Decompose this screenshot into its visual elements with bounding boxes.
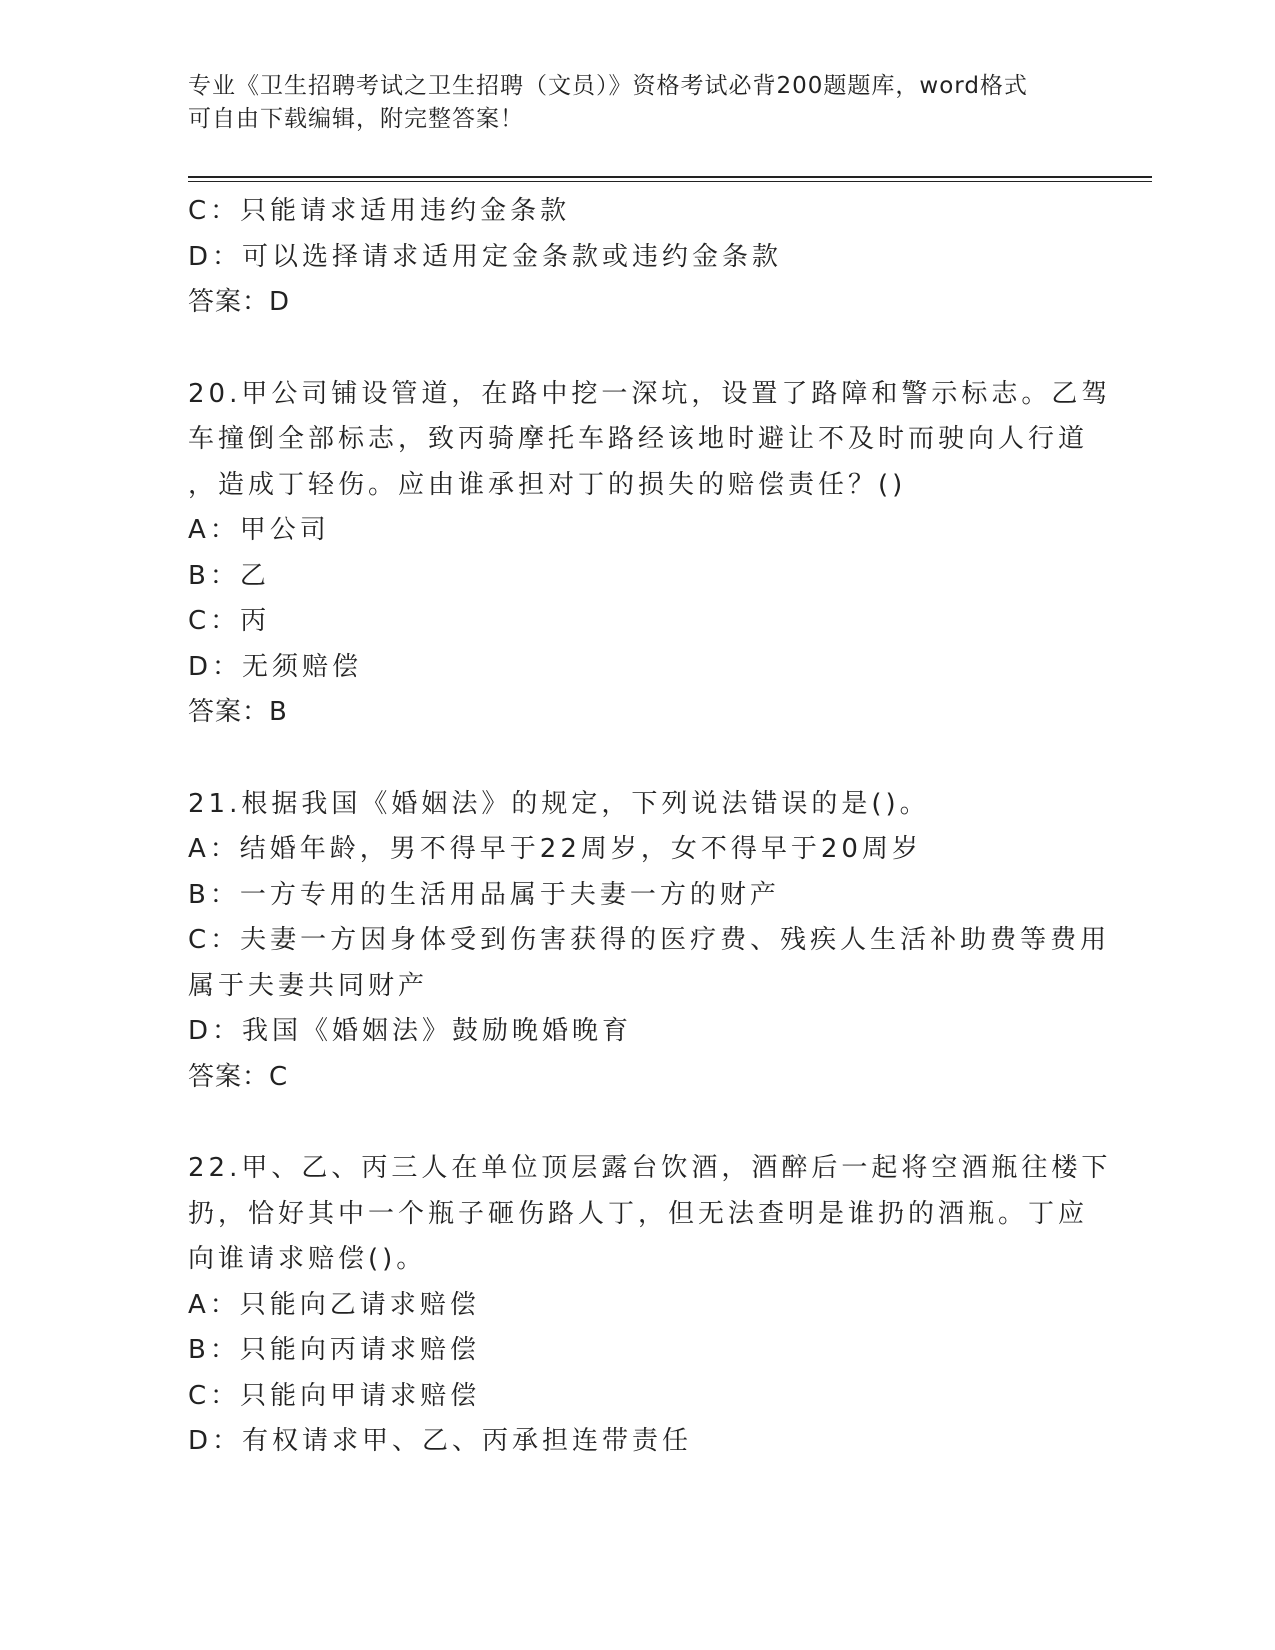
option-c: C：只能向甲请求赔偿 [188,1380,481,1411]
answer-line: 答案：D [188,287,291,317]
option-c: C：丙 [188,606,271,636]
option-b: B：乙 [188,560,270,591]
option-b: B：一方专用的生活用品属于夫妻一方的财产 [188,879,780,910]
question-text: 20.甲公司铺设管道，在路中挖一深坑，设置了路障和警示标志。乙驾 [188,378,1112,409]
option-d: D：我国《婚姻法》鼓励晚婚晚育 [188,1016,633,1046]
option-a: A：只能向乙请求赔偿 [188,1289,480,1320]
question-text: 22.甲、乙、丙三人在单位顶层露台饮酒，酒醉后一起将空酒瓶往楼下 [188,1153,1112,1183]
header-divider [188,181,1152,182]
header-line: 可自由下载编辑，附完整答案！ [188,106,524,132]
answer-line: 答案：C [188,1061,289,1092]
question-text: ，造成丁轻伤。应由谁承担对丁的损失的赔偿责任？() [188,469,907,500]
document-body [188,189,1112,1465]
option-d: D：有权请求甲、乙、丙承担连带责任 [188,1426,693,1456]
question-text: 向谁请求赔偿()。 [188,1244,427,1274]
header-divider [188,176,1152,178]
option-d: D：可以选择请求适用定金条款或违约金条款 [188,241,783,272]
option-c: C：夫妻一方因身体受到伤害获得的医疗费、残疾人生活补助费等费用 [188,925,1111,955]
option-c: C：只能请求适用违约金条款 [188,196,571,226]
document-header [188,70,1088,136]
question-text: 21.根据我国《婚姻法》的规定，下列说法错误的是()。 [188,788,930,819]
option-a: A：结婚年龄，男不得早于22周岁，女不得早于20周岁 [188,834,922,864]
option-a: A：甲公司 [188,515,330,545]
question-text: 扔，恰好其中一个瓶子砸伤路人丁，但无法查明是谁扔的酒瓶。丁应 [188,1198,1089,1229]
option-d: D：无须赔偿 [188,651,363,682]
header-line: 专业《卫生招聘考试之卫生招聘（文员）》资格考试必背200题题库，word格式 [188,73,1028,99]
option-c-continued: 属于夫妻共同财产 [188,970,429,1001]
question-text: 车撞倒全部标志，致丙骑摩托车路经该地时避让不及时而驶向人行道 [188,424,1089,454]
answer-line: 答案：B [188,697,288,727]
option-b: B：只能向丙请求赔偿 [188,1335,480,1365]
